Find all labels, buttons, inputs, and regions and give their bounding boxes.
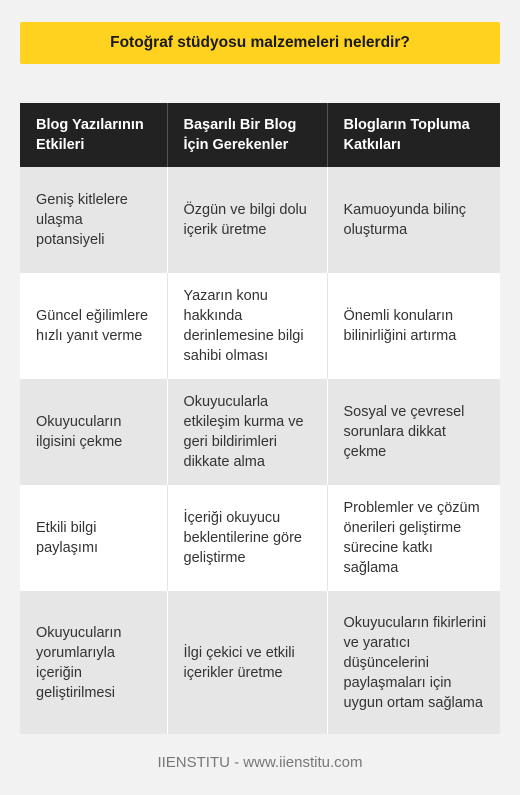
table-cell: İlgi çekici ve etkili içerikler üretme — [167, 591, 327, 734]
table-row — [20, 379, 500, 485]
table-cell: Okuyucularla etkileşim kurma ve geri bildirimleri dikkate alma — [167, 379, 327, 485]
table-cell: Özgün ve bilgi dolu içerik üretme — [167, 167, 327, 273]
table-cell: Okuyucuların yorumlarıyla içeriğin geliştirilmesi — [20, 591, 167, 734]
page-title: Fotoğraf stüdyosu malzemeleri nelerdir? — [110, 34, 410, 51]
table-cell: Okuyucuların fikirlerini ve yaratıcı düşüncelerini paylaşmaları için uygun ortam sağlama — [327, 591, 500, 734]
table-cell: İçeriği okuyucu beklentilerine göre geliştirme — [167, 485, 327, 591]
table-row — [20, 273, 500, 379]
column-header: Blog Yazılarının Etkileri — [20, 103, 167, 167]
title-banner — [20, 22, 500, 64]
footer-credit: IIENSTITU - www.iienstitu.com — [157, 754, 363, 771]
table-row — [20, 485, 500, 591]
table-cell: Geniş kitlelere ulaşma potansiyeli — [20, 167, 167, 273]
table-cell: Problemler ve çözüm önerileri geliştirme sürecine katkı sağlama — [327, 485, 500, 591]
table-cell: Sosyal ve çevresel sorunlara dikkat çekme — [327, 379, 500, 485]
table-header-row — [20, 103, 500, 167]
table-row — [20, 591, 500, 734]
column-header: Blogların Topluma Katkıları — [327, 103, 500, 167]
table-cell: Yazarın konu hakkında derinlemesine bilgi sahibi olması — [167, 273, 327, 379]
table-cell: Güncel eğilimlere hızlı yanıt verme — [20, 273, 167, 379]
table-cell: Önemli konuların bilinirliğini artırma — [327, 273, 500, 379]
column-header: Başarılı Bir Blog İçin Gerekenler — [167, 103, 327, 167]
table-cell: Kamuoyunda bilinç oluşturma — [327, 167, 500, 273]
comparison-table — [20, 103, 500, 734]
table-cell: Etkili bilgi paylaşımı — [20, 485, 167, 591]
table-row — [20, 167, 500, 273]
table-cell: Okuyucuların ilgisini çekme — [20, 379, 167, 485]
